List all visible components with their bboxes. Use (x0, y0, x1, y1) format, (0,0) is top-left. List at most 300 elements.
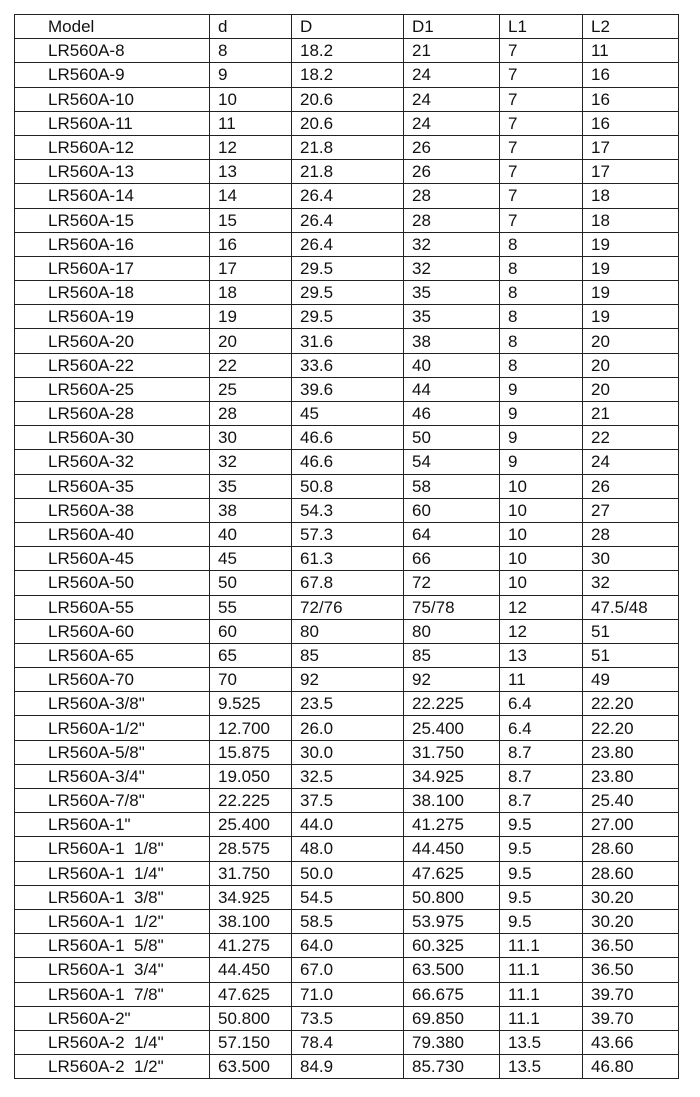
table-row (15, 716, 679, 740)
cell-D: 26.4 (292, 208, 404, 232)
table-row (15, 909, 679, 933)
cell-L1: 10 (500, 498, 583, 522)
cell-d: 17 (210, 256, 292, 280)
cell-L2: 21 (583, 402, 679, 426)
table-row (15, 619, 679, 643)
cell-L2: 18 (583, 184, 679, 208)
cell-d: 28.575 (210, 837, 292, 861)
table-row (15, 692, 679, 716)
table-row (15, 1006, 679, 1030)
table-row (15, 498, 679, 522)
table-row (15, 402, 679, 426)
cell-D: 32.5 (292, 764, 404, 788)
cell-D: 33.6 (292, 353, 404, 377)
cell-model: LR560A-19 (15, 305, 210, 329)
cell-d: 63.500 (210, 1055, 292, 1079)
table-row (15, 813, 679, 837)
cell-d: 65 (210, 643, 292, 667)
cell-L2: 24 (583, 450, 679, 474)
cell-L2: 28 (583, 522, 679, 546)
cell-model: LR560A-1/2" (15, 716, 210, 740)
cell-D1: 64 (404, 522, 500, 546)
cell-D: 39.6 (292, 377, 404, 401)
cell-D1: 32 (404, 232, 500, 256)
cell-D1: 24 (404, 63, 500, 87)
cell-model: LR560A-35 (15, 474, 210, 498)
cell-L2: 39.70 (583, 982, 679, 1006)
cell-d: 20 (210, 329, 292, 353)
cell-model: LR560A-50 (15, 571, 210, 595)
cell-d: 22.225 (210, 789, 292, 813)
cell-L1: 9.5 (500, 837, 583, 861)
cell-model: LR560A-16 (15, 232, 210, 256)
cell-D: 92 (292, 668, 404, 692)
cell-L2: 17 (583, 135, 679, 159)
cell-model: LR560A-20 (15, 329, 210, 353)
cell-L2: 51 (583, 619, 679, 643)
cell-L1: 8 (500, 305, 583, 329)
table-row (15, 789, 679, 813)
cell-d: 31.750 (210, 861, 292, 885)
cell-L1: 12 (500, 619, 583, 643)
cell-L1: 6.4 (500, 716, 583, 740)
cell-L1: 8 (500, 353, 583, 377)
cell-d: 11 (210, 111, 292, 135)
cell-d: 25 (210, 377, 292, 401)
table-row (15, 982, 679, 1006)
cell-L1: 9 (500, 450, 583, 474)
cell-D1: 35 (404, 281, 500, 305)
cell-D: 21.8 (292, 135, 404, 159)
cell-model: LR560A-1 1/2" (15, 909, 210, 933)
cell-D1: 50 (404, 426, 500, 450)
cell-d: 16 (210, 232, 292, 256)
cell-L1: 10 (500, 547, 583, 571)
cell-L1: 11.1 (500, 958, 583, 982)
cell-D1: 41.275 (404, 813, 500, 837)
cell-L2: 36.50 (583, 934, 679, 958)
cell-L2: 20 (583, 353, 679, 377)
cell-D1: 53.975 (404, 909, 500, 933)
cell-d: 12 (210, 135, 292, 159)
cell-D1: 72 (404, 571, 500, 595)
cell-D1: 46 (404, 402, 500, 426)
cell-L2: 28.60 (583, 861, 679, 885)
table-row (15, 111, 679, 135)
cell-model: LR560A-28 (15, 402, 210, 426)
cell-D1: 66 (404, 547, 500, 571)
header-L2: L2 (583, 15, 679, 39)
cell-L1: 8 (500, 232, 583, 256)
table-row (15, 353, 679, 377)
cell-D: 46.6 (292, 450, 404, 474)
cell-L1: 8 (500, 256, 583, 280)
cell-model: LR560A-15 (15, 208, 210, 232)
cell-L1: 8 (500, 329, 583, 353)
cell-D1: 26 (404, 160, 500, 184)
header-L1: L1 (500, 15, 583, 39)
cell-D1: 38 (404, 329, 500, 353)
cell-L1: 9.5 (500, 861, 583, 885)
cell-model: LR560A-65 (15, 643, 210, 667)
cell-D: 64.0 (292, 934, 404, 958)
table-row (15, 885, 679, 909)
cell-D1: 44 (404, 377, 500, 401)
cell-D: 67.8 (292, 571, 404, 595)
cell-D1: 32 (404, 256, 500, 280)
cell-d: 41.275 (210, 934, 292, 958)
cell-L2: 20 (583, 329, 679, 353)
cell-model: LR560A-7/8" (15, 789, 210, 813)
cell-L1: 9.5 (500, 909, 583, 933)
cell-model: LR560A-70 (15, 668, 210, 692)
cell-L2: 27 (583, 498, 679, 522)
cell-d: 25.400 (210, 813, 292, 837)
cell-L2: 47.5/48 (583, 595, 679, 619)
header-D: D (292, 15, 404, 39)
cell-D: 26.4 (292, 184, 404, 208)
cell-d: 19 (210, 305, 292, 329)
cell-L1: 11.1 (500, 982, 583, 1006)
cell-D1: 54 (404, 450, 500, 474)
cell-model: LR560A-1" (15, 813, 210, 837)
cell-D1: 79.380 (404, 1030, 500, 1054)
cell-L2: 16 (583, 87, 679, 111)
cell-L1: 7 (500, 39, 583, 63)
cell-D1: 85.730 (404, 1055, 500, 1079)
cell-d: 18 (210, 281, 292, 305)
table-row (15, 547, 679, 571)
cell-model: LR560A-30 (15, 426, 210, 450)
cell-D1: 34.925 (404, 764, 500, 788)
cell-d: 30 (210, 426, 292, 450)
cell-d: 9.525 (210, 692, 292, 716)
table-row (15, 63, 679, 87)
cell-model: LR560A-1 5/8" (15, 934, 210, 958)
cell-L2: 19 (583, 305, 679, 329)
table-row (15, 184, 679, 208)
cell-D: 58.5 (292, 909, 404, 933)
table-row (15, 426, 679, 450)
table-row (15, 861, 679, 885)
cell-L2: 16 (583, 111, 679, 135)
spec-table (14, 14, 679, 1079)
table-row (15, 232, 679, 256)
table-row (15, 450, 679, 474)
cell-L2: 22.20 (583, 692, 679, 716)
cell-model: LR560A-38 (15, 498, 210, 522)
cell-D1: 80 (404, 619, 500, 643)
cell-D: 54.5 (292, 885, 404, 909)
cell-D1: 50.800 (404, 885, 500, 909)
header-d: d (210, 15, 292, 39)
cell-D1: 63.500 (404, 958, 500, 982)
table-row (15, 668, 679, 692)
cell-L1: 8 (500, 281, 583, 305)
cell-D1: 75/78 (404, 595, 500, 619)
cell-L1: 11.1 (500, 934, 583, 958)
cell-L1: 9 (500, 426, 583, 450)
header-D1: D1 (404, 15, 500, 39)
cell-d: 57.150 (210, 1030, 292, 1054)
table-row (15, 1030, 679, 1054)
cell-model: LR560A-1 7/8" (15, 982, 210, 1006)
cell-D1: 28 (404, 184, 500, 208)
cell-L2: 23.80 (583, 764, 679, 788)
cell-d: 34.925 (210, 885, 292, 909)
table-row (15, 740, 679, 764)
cell-L1: 6.4 (500, 692, 583, 716)
cell-L2: 36.50 (583, 958, 679, 982)
cell-D1: 92 (404, 668, 500, 692)
cell-D: 29.5 (292, 256, 404, 280)
cell-d: 19.050 (210, 764, 292, 788)
cell-model: LR560A-12 (15, 135, 210, 159)
cell-D: 50.0 (292, 861, 404, 885)
cell-D1: 40 (404, 353, 500, 377)
cell-model: LR560A-13 (15, 160, 210, 184)
cell-model: LR560A-14 (15, 184, 210, 208)
cell-L1: 9 (500, 402, 583, 426)
cell-D: 72/76 (292, 595, 404, 619)
cell-L2: 20 (583, 377, 679, 401)
table-row (15, 281, 679, 305)
cell-L1: 8.7 (500, 740, 583, 764)
cell-D1: 21 (404, 39, 500, 63)
cell-model: LR560A-60 (15, 619, 210, 643)
table-row (15, 474, 679, 498)
cell-L2: 32 (583, 571, 679, 595)
cell-D: 73.5 (292, 1006, 404, 1030)
cell-D1: 26 (404, 135, 500, 159)
cell-L1: 11.1 (500, 1006, 583, 1030)
cell-d: 40 (210, 522, 292, 546)
cell-L1: 7 (500, 208, 583, 232)
cell-d: 38 (210, 498, 292, 522)
cell-model: LR560A-2 1/2" (15, 1055, 210, 1079)
cell-L2: 25.40 (583, 789, 679, 813)
header-row (15, 15, 679, 39)
cell-model: LR560A-1 1/4" (15, 861, 210, 885)
cell-L1: 7 (500, 184, 583, 208)
table-body (15, 39, 679, 1079)
cell-model: LR560A-2 1/4" (15, 1030, 210, 1054)
cell-D1: 35 (404, 305, 500, 329)
cell-L2: 22 (583, 426, 679, 450)
cell-model: LR560A-1 3/8" (15, 885, 210, 909)
table-row (15, 377, 679, 401)
cell-L2: 30.20 (583, 885, 679, 909)
table-row (15, 160, 679, 184)
cell-L1: 10 (500, 522, 583, 546)
table-row (15, 595, 679, 619)
cell-d: 47.625 (210, 982, 292, 1006)
cell-D: 21.8 (292, 160, 404, 184)
table-row (15, 87, 679, 111)
table-row (15, 256, 679, 280)
cell-model: LR560A-55 (15, 595, 210, 619)
cell-model: LR560A-25 (15, 377, 210, 401)
cell-L1: 9.5 (500, 813, 583, 837)
cell-D1: 44.450 (404, 837, 500, 861)
cell-D: 48.0 (292, 837, 404, 861)
cell-D: 23.5 (292, 692, 404, 716)
cell-D1: 69.850 (404, 1006, 500, 1030)
cell-L1: 7 (500, 63, 583, 87)
cell-d: 50.800 (210, 1006, 292, 1030)
table-row (15, 837, 679, 861)
cell-D: 84.9 (292, 1055, 404, 1079)
cell-L2: 18 (583, 208, 679, 232)
header-model: Model (15, 15, 210, 39)
cell-L2: 39.70 (583, 1006, 679, 1030)
cell-L1: 8.7 (500, 764, 583, 788)
cell-d: 15.875 (210, 740, 292, 764)
cell-L1: 8.7 (500, 789, 583, 813)
spec-table-container (14, 14, 679, 1079)
cell-D: 45 (292, 402, 404, 426)
cell-model: LR560A-1 3/4" (15, 958, 210, 982)
cell-D: 67.0 (292, 958, 404, 982)
table-row (15, 764, 679, 788)
cell-model: LR560A-32 (15, 450, 210, 474)
cell-D1: 24 (404, 111, 500, 135)
table-row (15, 934, 679, 958)
cell-d: 9 (210, 63, 292, 87)
cell-d: 15 (210, 208, 292, 232)
cell-D: 26.4 (292, 232, 404, 256)
cell-model: LR560A-17 (15, 256, 210, 280)
cell-D: 50.8 (292, 474, 404, 498)
cell-L2: 28.60 (583, 837, 679, 861)
cell-L1: 10 (500, 571, 583, 595)
cell-D1: 31.750 (404, 740, 500, 764)
cell-d: 55 (210, 595, 292, 619)
cell-D1: 25.400 (404, 716, 500, 740)
cell-d: 38.100 (210, 909, 292, 933)
cell-L1: 11 (500, 668, 583, 692)
cell-d: 14 (210, 184, 292, 208)
table-row (15, 958, 679, 982)
cell-d: 70 (210, 668, 292, 692)
cell-L2: 11 (583, 39, 679, 63)
cell-D: 20.6 (292, 111, 404, 135)
cell-D1: 85 (404, 643, 500, 667)
cell-model: LR560A-18 (15, 281, 210, 305)
cell-model: LR560A-1 1/8" (15, 837, 210, 861)
cell-model: LR560A-10 (15, 87, 210, 111)
cell-D1: 60.325 (404, 934, 500, 958)
table-row (15, 1055, 679, 1079)
cell-D: 71.0 (292, 982, 404, 1006)
cell-L2: 46.80 (583, 1055, 679, 1079)
table-row (15, 329, 679, 353)
cell-D: 18.2 (292, 39, 404, 63)
cell-D: 20.6 (292, 87, 404, 111)
cell-L2: 19 (583, 256, 679, 280)
cell-model: LR560A-5/8" (15, 740, 210, 764)
cell-L1: 13 (500, 643, 583, 667)
table-row (15, 135, 679, 159)
cell-L1: 12 (500, 595, 583, 619)
cell-model: LR560A-9 (15, 63, 210, 87)
table-row (15, 522, 679, 546)
cell-d: 60 (210, 619, 292, 643)
cell-L2: 51 (583, 643, 679, 667)
cell-d: 45 (210, 547, 292, 571)
cell-d: 50 (210, 571, 292, 595)
cell-model: LR560A-11 (15, 111, 210, 135)
cell-D: 29.5 (292, 281, 404, 305)
cell-D1: 58 (404, 474, 500, 498)
cell-D1: 66.675 (404, 982, 500, 1006)
cell-D: 78.4 (292, 1030, 404, 1054)
table-row (15, 305, 679, 329)
cell-model: LR560A-3/4" (15, 764, 210, 788)
cell-model: LR560A-2" (15, 1006, 210, 1030)
cell-D: 29.5 (292, 305, 404, 329)
cell-d: 8 (210, 39, 292, 63)
cell-D: 54.3 (292, 498, 404, 522)
cell-L2: 17 (583, 160, 679, 184)
cell-L2: 30 (583, 547, 679, 571)
cell-D1: 47.625 (404, 861, 500, 885)
cell-L1: 7 (500, 160, 583, 184)
cell-d: 13 (210, 160, 292, 184)
cell-D: 31.6 (292, 329, 404, 353)
cell-D: 61.3 (292, 547, 404, 571)
cell-D: 44.0 (292, 813, 404, 837)
cell-model: LR560A-45 (15, 547, 210, 571)
table-row (15, 39, 679, 63)
cell-L1: 9 (500, 377, 583, 401)
cell-D: 26.0 (292, 716, 404, 740)
cell-D1: 60 (404, 498, 500, 522)
cell-d: 44.450 (210, 958, 292, 982)
cell-L2: 19 (583, 281, 679, 305)
cell-L1: 9.5 (500, 885, 583, 909)
table-row (15, 208, 679, 232)
table-header (15, 15, 679, 39)
cell-D1: 22.225 (404, 692, 500, 716)
cell-D1: 24 (404, 87, 500, 111)
cell-D: 18.2 (292, 63, 404, 87)
cell-L2: 22.20 (583, 716, 679, 740)
cell-D: 80 (292, 619, 404, 643)
cell-D: 85 (292, 643, 404, 667)
cell-L2: 26 (583, 474, 679, 498)
table-row (15, 643, 679, 667)
cell-D: 37.5 (292, 789, 404, 813)
cell-d: 10 (210, 87, 292, 111)
cell-D: 30.0 (292, 740, 404, 764)
cell-d: 28 (210, 402, 292, 426)
cell-L1: 13.5 (500, 1030, 583, 1054)
cell-d: 32 (210, 450, 292, 474)
table-row (15, 571, 679, 595)
cell-D1: 38.100 (404, 789, 500, 813)
cell-L2: 27.00 (583, 813, 679, 837)
cell-model: LR560A-8 (15, 39, 210, 63)
cell-d: 35 (210, 474, 292, 498)
cell-L1: 7 (500, 135, 583, 159)
cell-model: LR560A-22 (15, 353, 210, 377)
cell-d: 22 (210, 353, 292, 377)
cell-D1: 28 (404, 208, 500, 232)
cell-L2: 19 (583, 232, 679, 256)
cell-L1: 10 (500, 474, 583, 498)
cell-d: 12.700 (210, 716, 292, 740)
